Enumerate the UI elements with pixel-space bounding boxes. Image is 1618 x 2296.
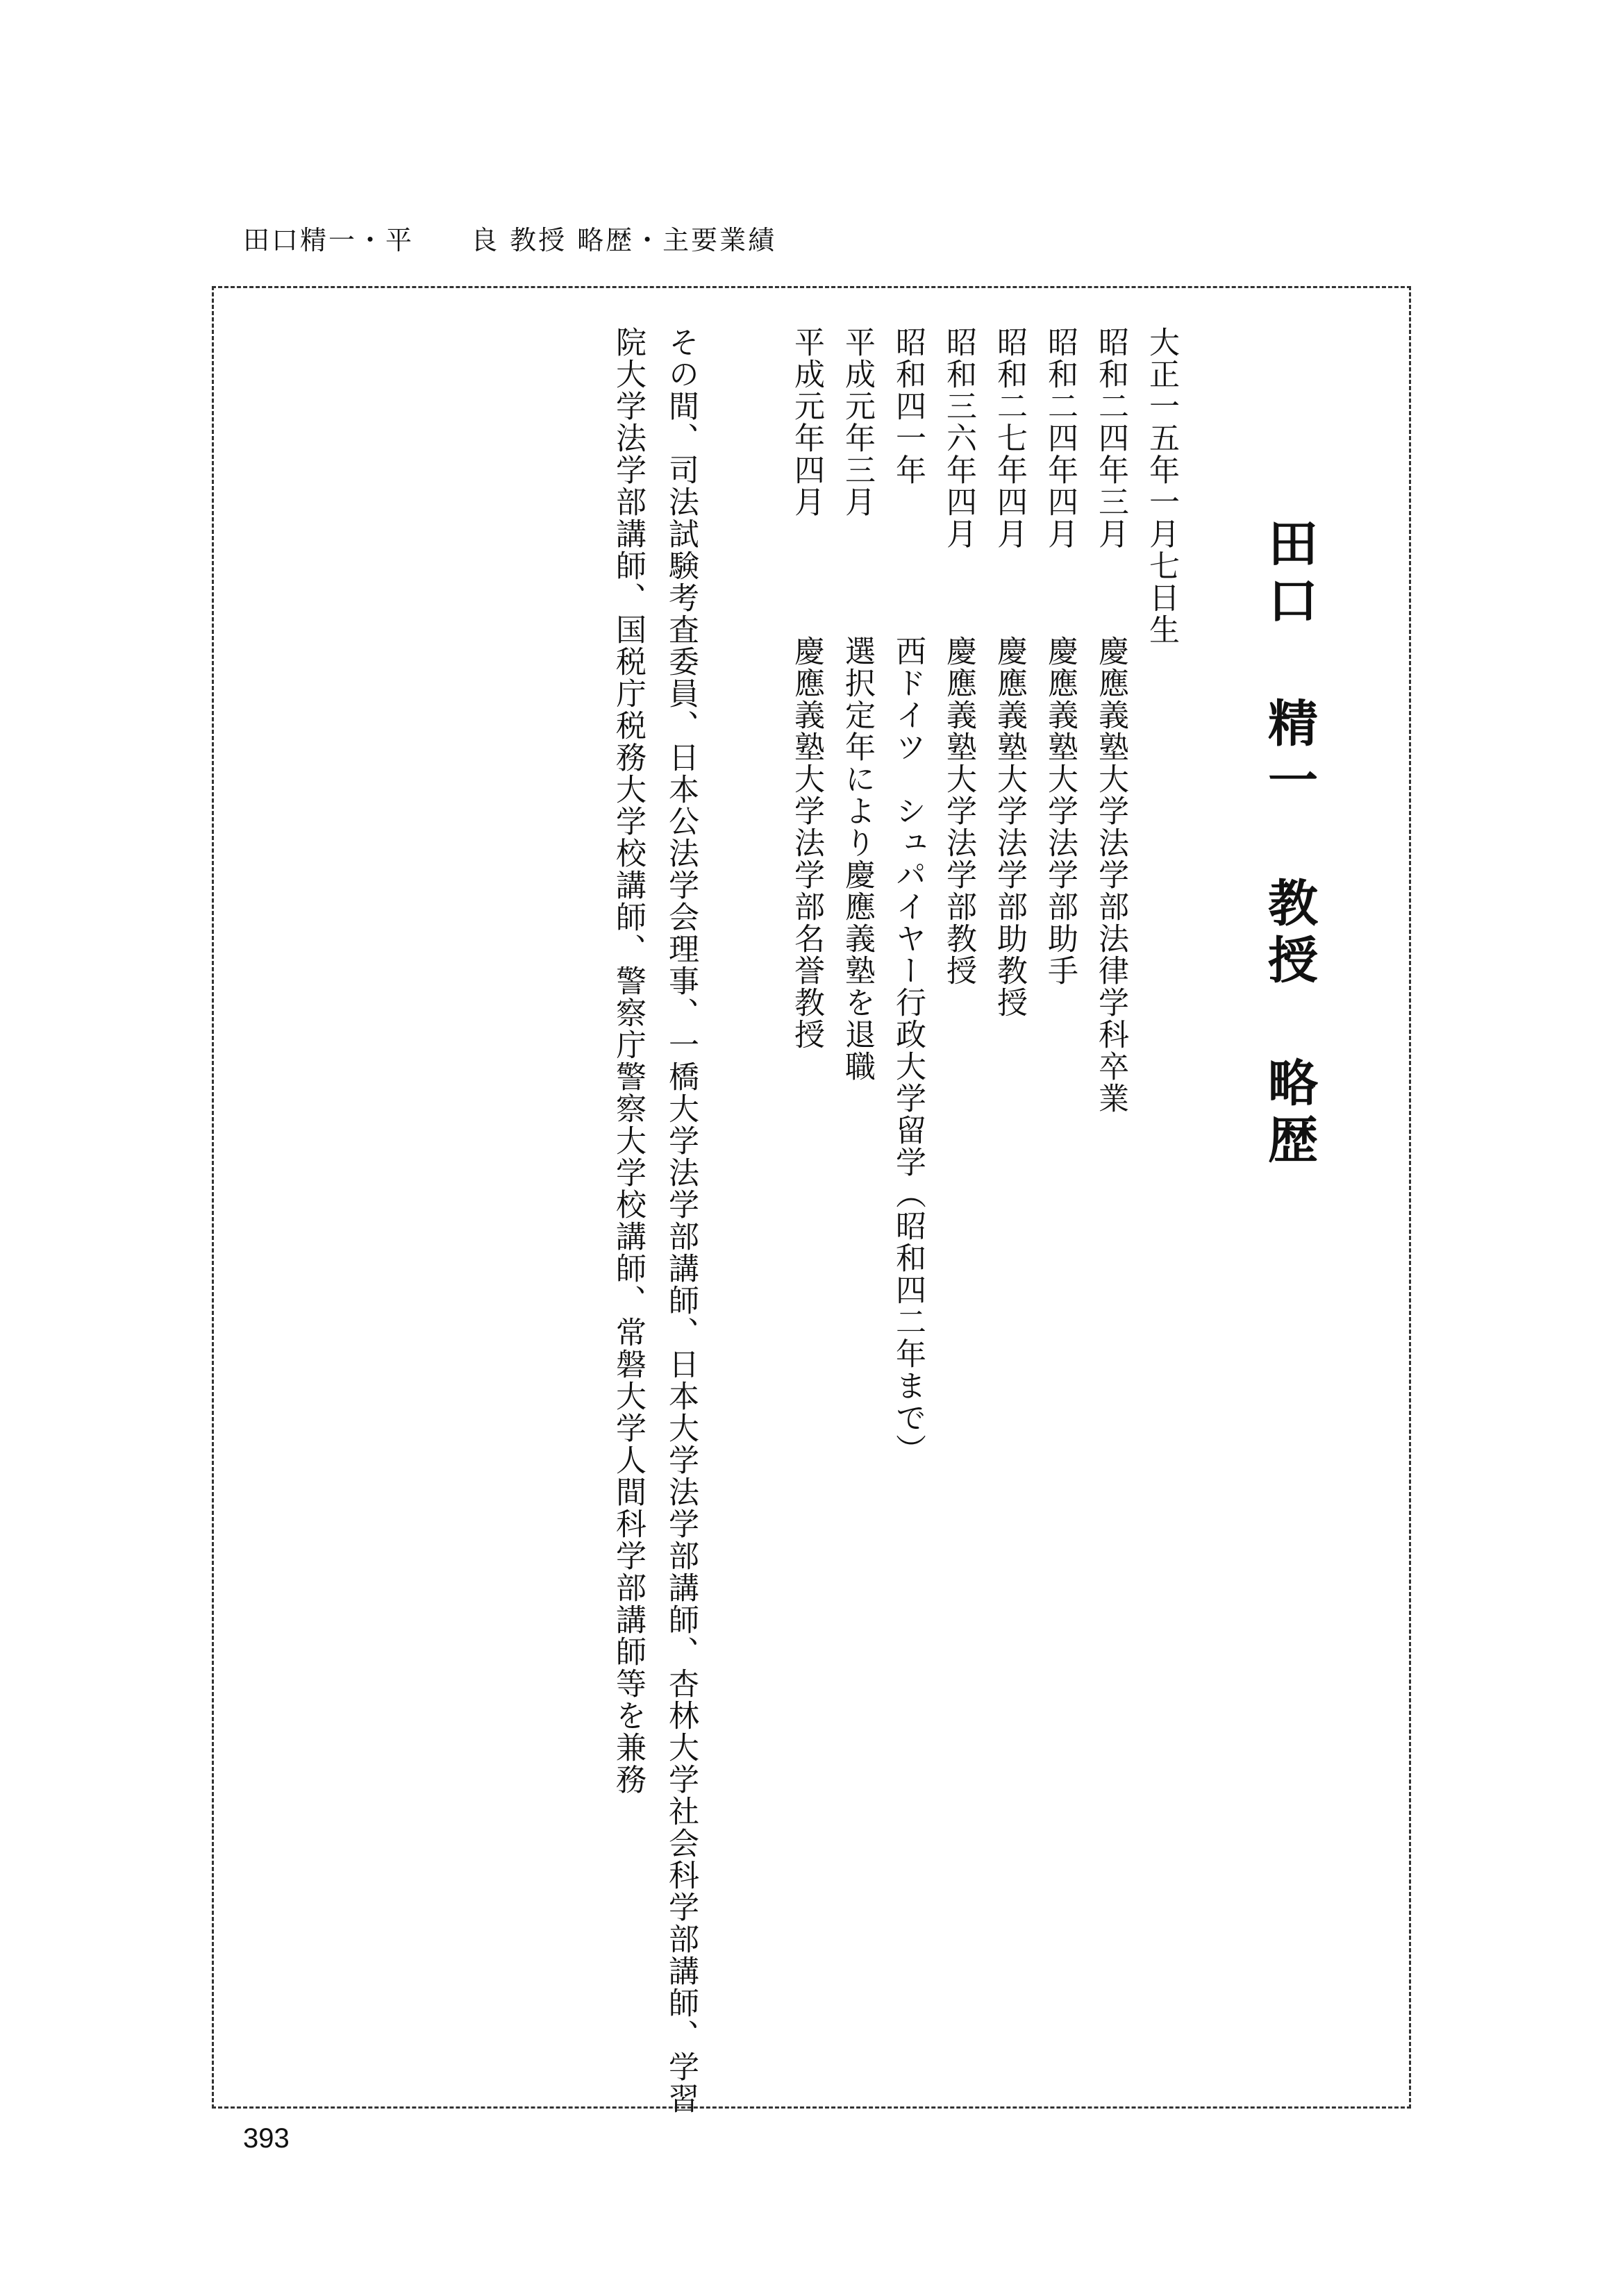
career-date-4: 昭和二七年四月	[992, 326, 1027, 550]
career-event-3: 慶應義塾大学法学部助手	[1042, 635, 1078, 987]
running-header: 田口精一・平 良 教授 略歴・主要業績	[243, 225, 777, 255]
page-number: 393	[243, 2123, 290, 2154]
page-title: 田口 精一 教授 略歴	[1260, 517, 1319, 1171]
career-date-6: 昭和四一年	[890, 326, 926, 486]
career-event-2: 慶應義塾大学法学部法律学科卒業	[1093, 635, 1128, 1114]
career-event-7: 選択定年により慶應義塾を退職	[840, 635, 875, 1082]
career-date-2: 昭和二四年三月	[1093, 326, 1128, 550]
concurrent-positions-line-2: 院大学法学部講師、国税庁税務大学校講師、警察庁警察大学校講師、常磐大学人間科学部講師等を兼務	[610, 326, 646, 1795]
career-date-1: 大正一五年一月七日生	[1144, 326, 1179, 646]
career-event-8: 慶應義塾大学法学部名誉教授	[789, 635, 824, 1050]
concurrent-positions-line-1: その間、司法試験考査委員、日本公法学会理事、一橋大学法学部講師、日本大学法学部講師、杏林大学社会科学部講師、学習	[663, 326, 699, 2115]
document-frame	[212, 286, 1411, 2109]
career-event-6: 西ドイツ シュパイヤー行政大学留学（昭和四二年まで）	[890, 635, 926, 1466]
career-date-7: 平成元年三月	[840, 326, 875, 518]
career-event-5: 慶應義塾大学法学部教授	[941, 635, 976, 987]
career-date-3: 昭和二四年四月	[1042, 326, 1078, 550]
career-date-5: 昭和三六年四月	[941, 326, 976, 550]
career-event-4: 慶應義塾大学法学部助教授	[992, 635, 1027, 1019]
career-date-8: 平成元年四月	[789, 326, 824, 518]
